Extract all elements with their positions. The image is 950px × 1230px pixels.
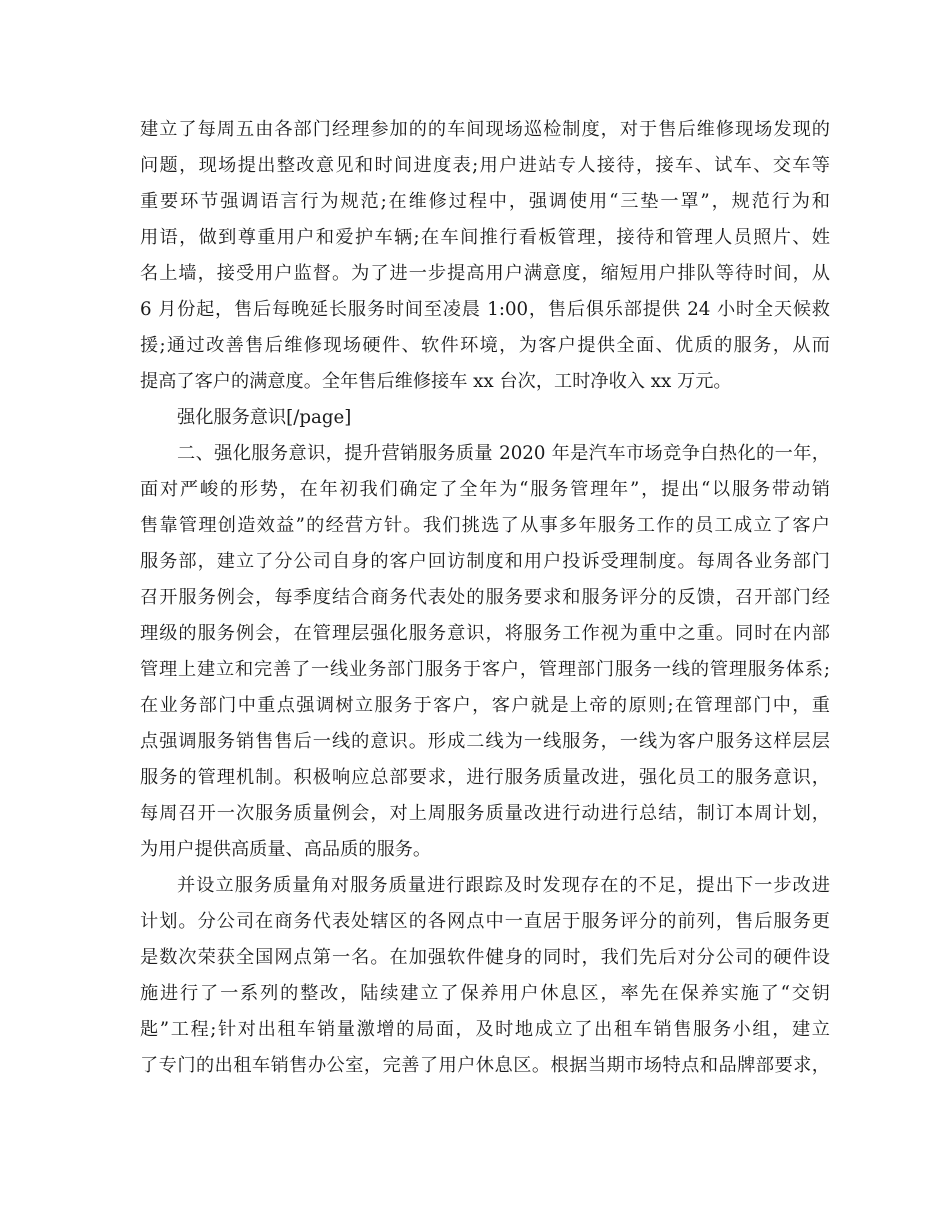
text-line: 建立了每周五由各部门经理参加的的车间现场巡检制度，对于售后维修现场发现的	[140, 119, 830, 140]
paragraph-service-awareness	[140, 436, 830, 868]
text-line: 售靠管理创造效益”的经营方针。我们挑选了从事多年服务工作的员工成立了客户	[140, 515, 830, 536]
section-heading	[140, 400, 830, 436]
text-line: 服务部，建立了分公司自身的客户回访制度和用户投诉受理制度。每周各业务部门	[140, 551, 830, 572]
text-line: 服务的管理机制。积极响应总部要求，进行服务质量改进，强化员工的服务意识，	[140, 767, 830, 788]
text-line: 点强调服务销售售后一线的意识。形成二线为一线服务，一线为客户服务这样层层	[140, 731, 830, 752]
text-line: 在业务部门中重点强调树立服务于客户，客户就是上帝的原则;在管理部门中，重	[140, 695, 830, 716]
text-line: 面对严峻的形势，在年初我们确定了全年为“服务管理年”，提出“以服务带动销	[140, 479, 830, 500]
text-line: 每周召开一次服务质量例会，对上周服务质量改进行动进行总结，制订本周计划，	[140, 803, 830, 824]
text-line: 二、强化服务意识，提升营销服务质量 2020 年是汽车市场竞争白热化的一年，	[177, 443, 830, 464]
text-line: 计划。分公司在商务代表处辖区的各网点中一直居于服务评分的前列，售后服务更	[140, 911, 830, 932]
text-line: 匙”工程;针对出租车销量激增的局面，及时地成立了出租车销售服务小组，建立	[140, 1019, 830, 1040]
text-line: 提高了客户的满意度。全年售后维修接车 xx 台次，工时净收入 xx 万元。	[140, 371, 732, 392]
text-line: 强化服务意识[/page]	[177, 407, 352, 428]
text-line: 名上墙，接受用户监督。为了进一步提高用户满意度，缩短用户排队等待时间，从	[140, 263, 830, 284]
text-line: 理级的服务例会，在管理层强化服务意识，将服务工作视为重中之重。同时在内部	[140, 623, 830, 644]
text-line: 施进行了一系列的整改，陆续建立了保养用户休息区，率先在保养实施了“交钥	[140, 983, 830, 1004]
text-line: 援;通过改善售后维修现场硬件、软件环境，为客户提供全面、优质的服务，从而	[140, 335, 830, 356]
paragraph-aftersales-inspection	[140, 112, 830, 400]
text-line: 管理上建立和完善了一线业务部门服务于客户，管理部门服务一线的管理服务体系;	[140, 659, 830, 680]
text-line: 用语，做到尊重用户和爱护车辆;在车间推行看板管理，接待和管理人员照片、姓	[140, 227, 830, 248]
text-line: 重要环节强调语言行为规范;在维修过程中，强调使用“三垫一罩”，规范行为和	[140, 191, 830, 212]
paragraph-service-quality	[140, 868, 830, 1084]
text-line: 问题，现场提出整改意见和时间进度表;用户进站专人接待，接车、试车、交车等	[140, 155, 830, 176]
text-line: 了专门的出租车销售办公室，完善了用户休息区。根据当期市场特点和品牌部要求，	[140, 1055, 830, 1076]
text-line: 为用户提供高质量、高品质的服务。	[140, 839, 432, 860]
text-line: 召开服务例会，每季度结合商务代表处的服务要求和服务评分的反馈，召开部门经	[140, 587, 830, 608]
text-line: 是数次荣获全国网点第一名。在加强软件健身的同时，我们先后对分公司的硬件设	[140, 947, 830, 968]
text-line: 并设立服务质量角对服务质量进行跟踪及时发现存在的不足，提出下一步改进	[177, 875, 830, 896]
text-line: 6 月份起，售后每晚延长服务时间至凌晨 1:00，售后俱乐部提供 24 小时全天候救	[140, 299, 830, 320]
